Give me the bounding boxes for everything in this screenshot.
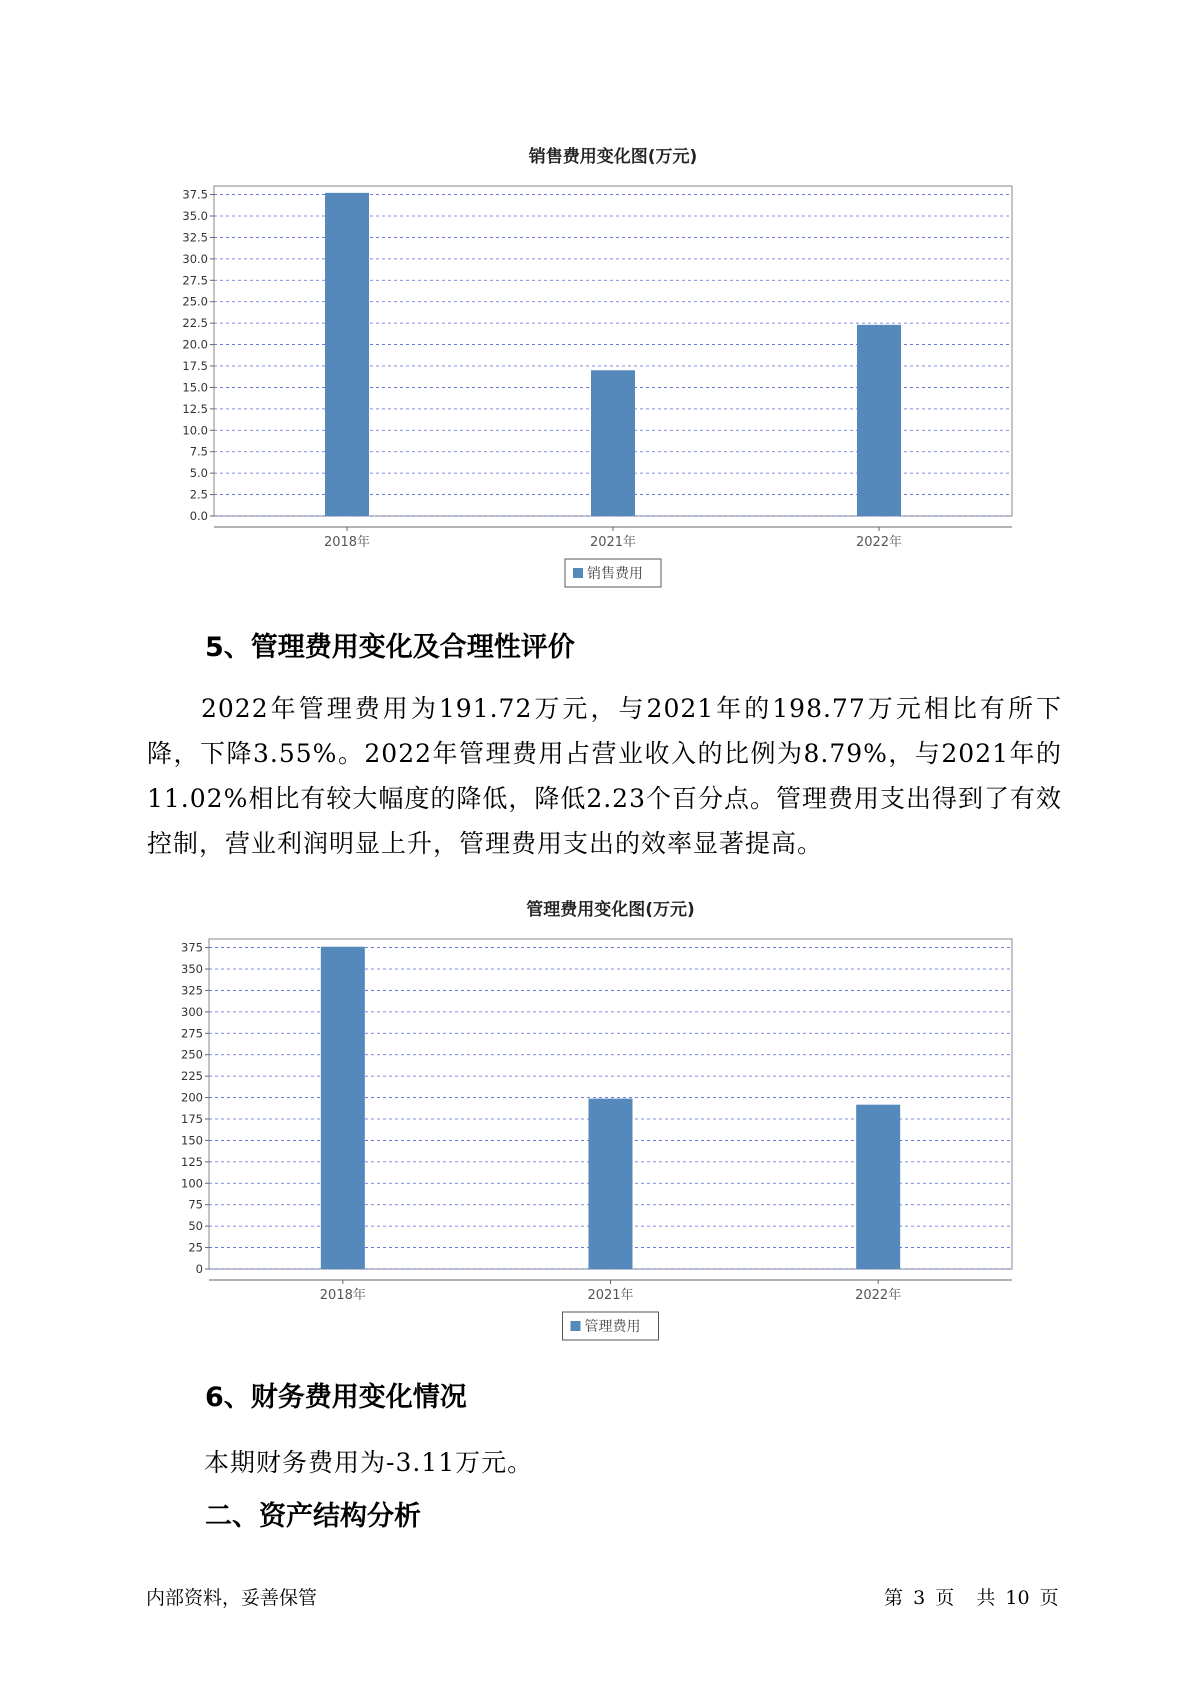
y-tick-label: 25: [188, 1240, 203, 1255]
y-tick-label: 22.5: [182, 316, 208, 331]
y-tick-label: 27.5: [182, 273, 208, 288]
x-tick-label: 2021年: [587, 1288, 634, 1303]
y-tick-label: 0: [195, 1262, 203, 1276]
y-tick-label: 12.5: [182, 401, 208, 416]
footer-page-indicator: [882, 1583, 1061, 1610]
y-tick-label: 17.5: [182, 359, 208, 373]
bar: [589, 1099, 633, 1269]
x-tick-label: 2022年: [855, 535, 903, 550]
page-number: 3: [913, 1587, 926, 1609]
y-tick-label: 200: [181, 1090, 203, 1105]
y-tick-label: 150: [181, 1133, 203, 1148]
chart-title: 管理费用变化图(万元): [526, 900, 695, 920]
y-tick-label: 0.0: [189, 509, 208, 523]
bar: [856, 1105, 900, 1269]
y-tick-label: 275: [181, 1026, 203, 1041]
section-5-paragraph: 2022年管理费用为191.72万元，与2021年的198.77万元相比有所下降，下降3.55%。2022年管理费用占营业收入的比例为8.79%，与2021年的11.02%相比有较大幅度的降低，降低2.23个百分点。管理费用支出得到了有效控制，营业利润明显上升，管理费用支出的效率显著提高。: [147, 694, 1062, 858]
legend-swatch: [571, 1321, 581, 1331]
x-tick-label: 2018年: [323, 535, 371, 550]
y-tick-label: 20.0: [182, 337, 208, 352]
total-prefix: 共: [976, 1587, 996, 1609]
section-6-heading: 6、财务费用变化情况: [205, 1382, 467, 1413]
section-6-paragraph: 本期财务费用为-3.11万元。: [204, 1448, 534, 1477]
y-tick-label: 50: [188, 1219, 203, 1234]
y-tick-label: 7.5: [189, 444, 208, 459]
y-tick-label: 75: [188, 1197, 203, 1212]
x-tick-label: 2018年: [319, 1288, 366, 1303]
chart-title: 销售费用变化图(万元): [528, 147, 698, 167]
y-tick-label: 25.0: [182, 294, 208, 309]
y-tick-label: 32.5: [182, 230, 208, 245]
y-tick-label: 35.0: [182, 209, 208, 223]
page-unit: 页: [935, 1587, 955, 1609]
y-tick-label: 125: [181, 1154, 203, 1169]
legend-label: 管理费用: [584, 1319, 641, 1335]
total-unit: 页: [1039, 1587, 1059, 1609]
y-tick-label: 10.0: [182, 423, 208, 438]
y-tick-label: 30.0: [182, 251, 208, 266]
bar: [321, 947, 365, 1269]
x-tick-label: 2021年: [589, 535, 637, 550]
y-tick-label: 175: [181, 1112, 203, 1126]
y-tick-label: 350: [181, 962, 203, 976]
y-tick-label: 2.5: [189, 487, 208, 502]
y-tick-label: 100: [181, 1176, 203, 1191]
y-tick-label: 325: [181, 983, 203, 998]
y-tick-label: 225: [181, 1069, 203, 1084]
section-5-heading: 5、管理费用变化及合理性评价: [205, 632, 575, 663]
section-two-heading: 二、资产结构分析: [205, 1501, 421, 1532]
legend-label: 销售费用: [587, 566, 643, 582]
y-tick-label: 15.0: [182, 380, 208, 395]
y-tick-label: 300: [181, 1004, 203, 1019]
y-tick-label: 5.0: [189, 466, 208, 481]
y-tick-label: 375: [181, 940, 203, 955]
x-tick-label: 2022年: [855, 1288, 902, 1303]
y-tick-label: 250: [181, 1047, 203, 1062]
y-tick-label: 37.5: [182, 187, 208, 202]
page-prefix: 第: [884, 1587, 904, 1609]
total-pages: 10: [1005, 1587, 1030, 1609]
footer-confidential-note: 内部资料，妥善保管: [146, 1587, 318, 1609]
